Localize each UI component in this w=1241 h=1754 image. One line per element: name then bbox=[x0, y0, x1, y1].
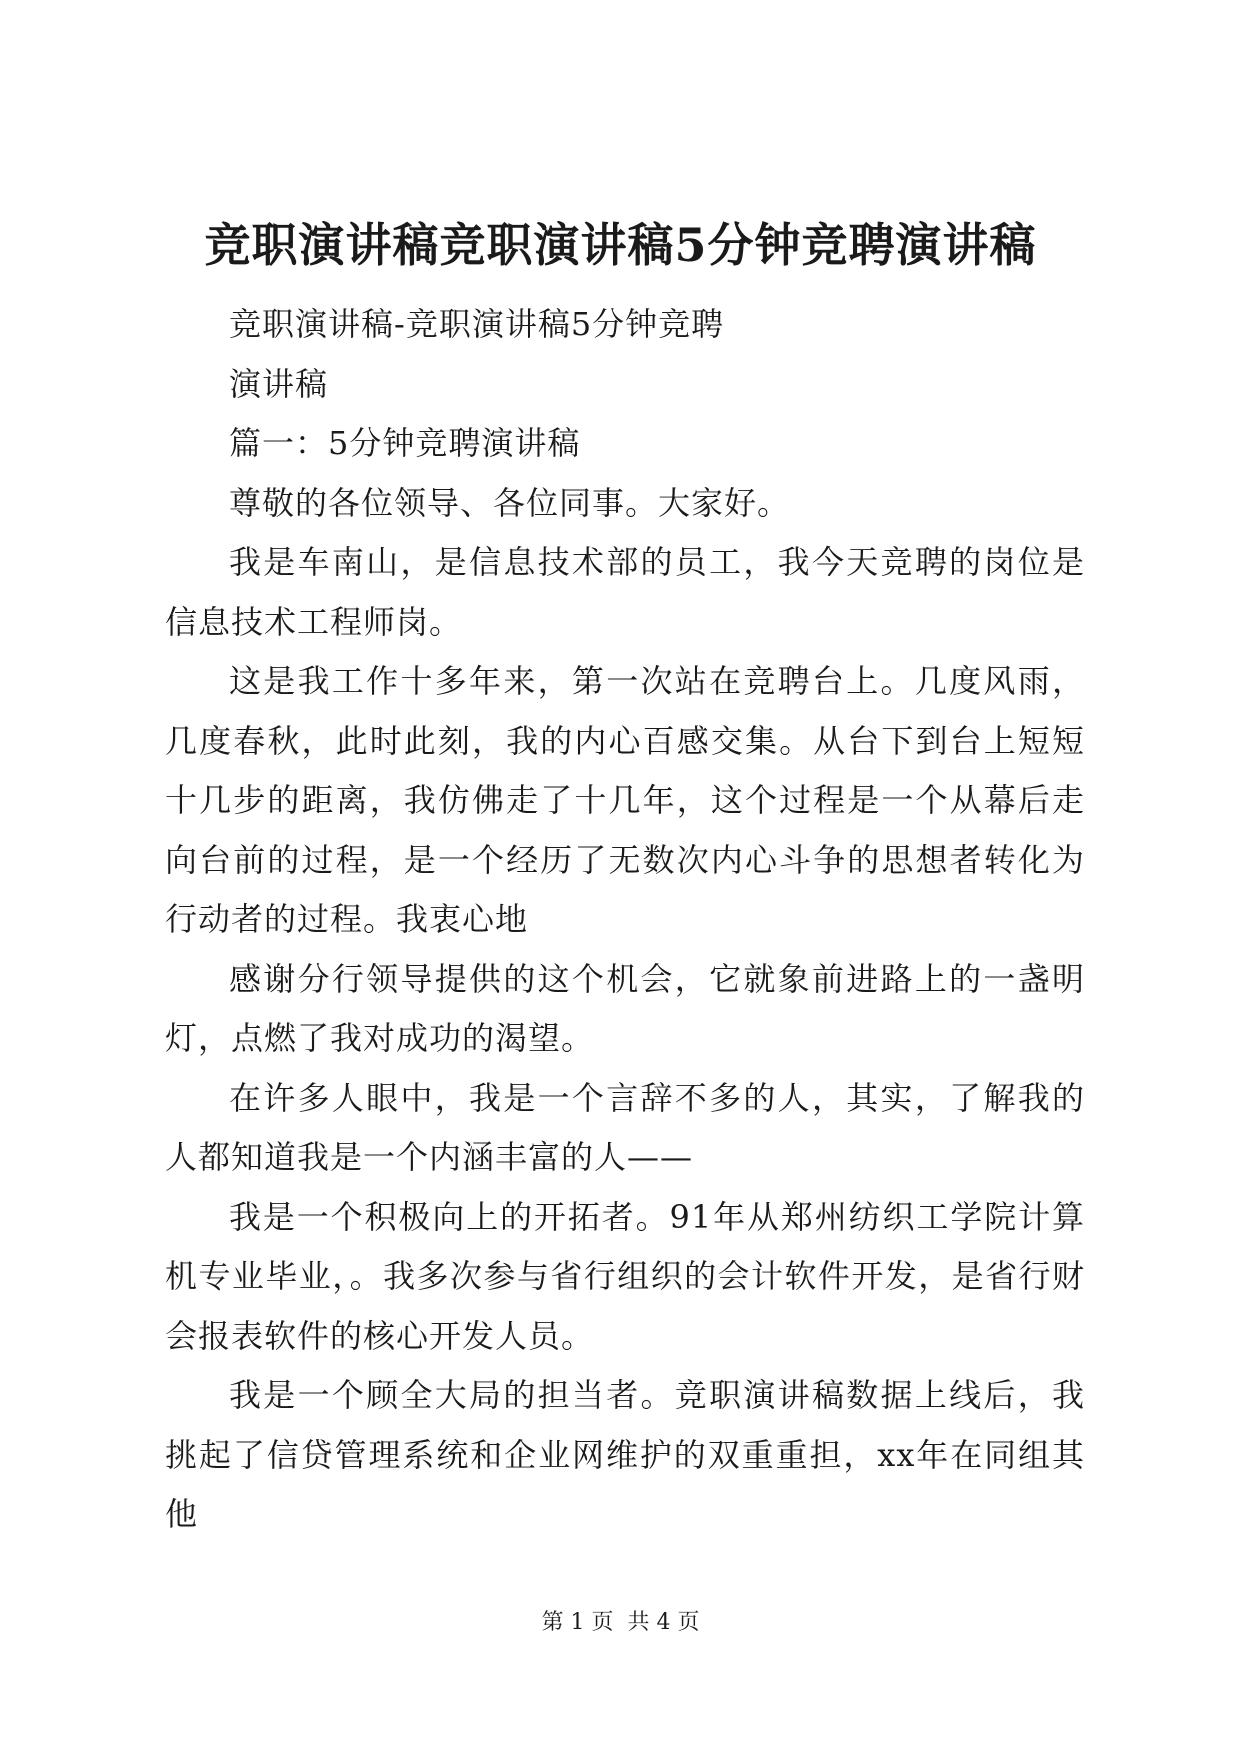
page-footer bbox=[0, 1612, 1241, 1634]
paragraph: 感谢分行领导提供的这个机会，它就象前进路上的一盏明灯，点燃了我对成功的渴望。 bbox=[165, 959, 1085, 1057]
paragraph: 演讲稿 bbox=[229, 364, 329, 403]
document-title: 竞职演讲稿竞职演讲稿5分钟竞聘演讲稿 bbox=[204, 218, 1037, 272]
paragraph: 我是一个积极向上的开拓者。91年从郑州纺织工学院计算机专业毕业，。我多次参与省行组织的会计软件开发，是省行财会报表软件的核心开发人员。 bbox=[165, 1197, 1085, 1355]
paragraph: 尊敬的各位领导、各位同事。大家好。 bbox=[229, 483, 791, 522]
paragraph: 在许多人眼中，我是一个言辞不多的人，其实，了解我的人都知道我是一个内涵丰富的人—— bbox=[165, 1078, 1085, 1176]
paragraph: 我是一个顾全大局的担当者。竞职演讲稿数据上线后，我挑起了信贷管理系统和企业网维护的双重重担，xx年在同组其他 bbox=[165, 1376, 1085, 1533]
paragraph: 篇一：5分钟竞聘演讲稿 bbox=[229, 424, 581, 462]
paragraph: 这是我工作十多年来，第一次站在竞聘台上。几度风雨，几度春秋，此时此刻，我的内心百感交集。从台下到台上短短十几步的距离，我仿佛走了十几年，这个过程是一个从幕后走向台前的过程，是一个经历了无数次内心斗争的思想者转化为行动者的过程。我衷心地 bbox=[165, 662, 1085, 938]
document-body bbox=[165, 295, 1085, 1545]
paragraph: 竞职演讲稿-竞职演讲稿5分钟竞聘 bbox=[229, 305, 725, 343]
paragraph: 我是车南山，是信息技术部的员工，我今天竞聘的岗位是信息技术工程师岗。 bbox=[165, 543, 1085, 641]
page-number: 第 1 页 共 4 页 bbox=[541, 1610, 700, 1635]
